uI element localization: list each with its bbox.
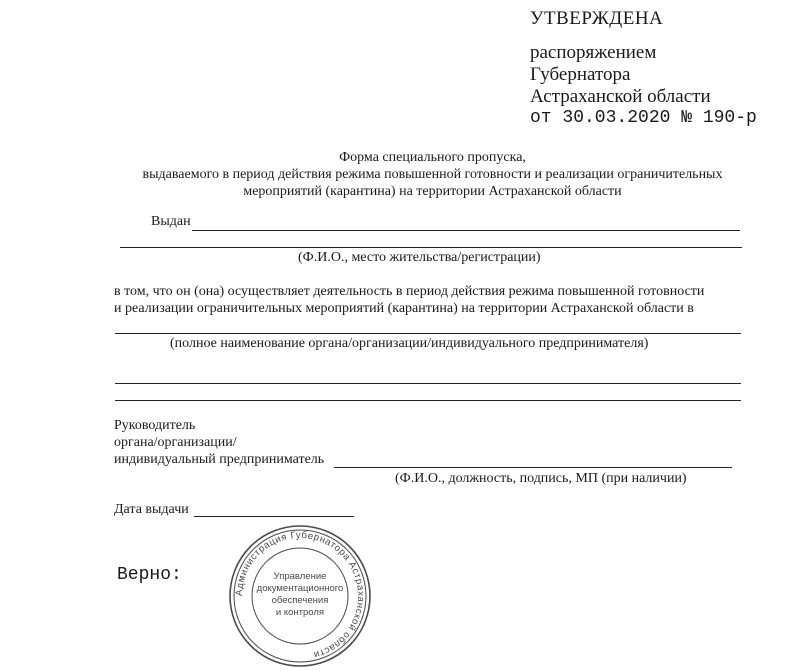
head-label-line-1: Руководитель [114,418,196,433]
official-stamp [228,524,372,668]
approval-line-2: Губернатора [530,64,631,85]
form-title-line-2: выдаваемого в период действия режима повышенной готовности и реализации ограничительных [142,167,723,182]
org-line[interactable] [115,333,741,334]
stamp-line-1: Управление [273,571,327,582]
issue-date-line[interactable] [194,516,354,517]
issue-date-label: Дата выдачи [114,502,189,517]
stamp-line-3: обеспечения [271,595,329,606]
signature-caption: (Ф.И.О., должность, подпись, МП (при наличии) [395,471,687,486]
head-label-line-2: органа/организации/ [114,435,237,450]
form-title-line-3: мероприятий (карантина) на территории Астраханской области [243,184,622,199]
approval-line-3: Астраханской области [530,86,711,107]
signature-line[interactable] [334,467,732,468]
org-line-3[interactable] [115,400,741,401]
issued-line[interactable] [192,230,740,231]
stamp-line-4: и контроля [275,607,325,618]
head-label-line-3: индивидуальный предприниматель [114,452,325,467]
form-title-line-1: Форма специального пропуска, [339,150,526,165]
approval-line-1: распоряжением [530,42,657,63]
certified-label: Верно: [117,565,182,585]
approval-title: УТВЕРЖДЕНА [530,8,664,29]
org-line-2[interactable] [115,383,741,384]
issued-line-2[interactable] [120,247,742,248]
activity-text-line-2: и реализации ограничительных мероприятий (карантина) на территории Астраханской области в [114,301,694,316]
issued-label: Выдан [151,214,191,229]
stamp-line-2: документационного [256,583,344,594]
fio-caption: (Ф.И.О., место жительства/регистрации) [298,250,541,265]
org-caption: (полное наименование органа/организации/индивидуального предпринимателя) [170,336,649,351]
stamp-ring-text: Администрация Губернатора Астраханской области [233,529,367,661]
activity-text-line-1: в том, что он (она) осуществляет деятельность в период действия режима повышенной готовности [114,284,705,299]
approval-line-4: от 30.03.2020 № 190-р [530,108,757,128]
